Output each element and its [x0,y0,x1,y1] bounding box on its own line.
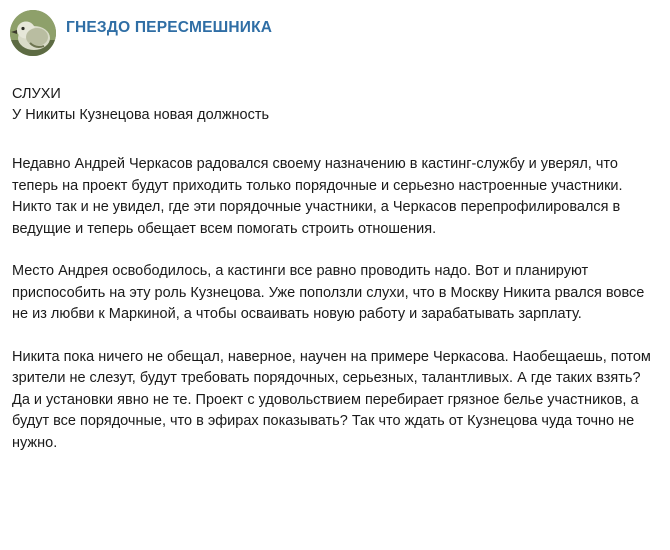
post-header [10,10,656,58]
post-paragraph-1: Недавно Андрей Черкасов радовался своему назначению в кастинг-службу и уверял, что теперь на проект будут приходить только порядочные и серьезно настроенные участники. Никто так и не увидел, где эти порядочные участники, а Черкасов перепрофилировался в ведущие и теперь обещает всем помогать строить отношения. [12,156,623,237]
channel-title[interactable]: ГНЕЗДО ПЕРЕСМЕШНИКА [66,19,273,36]
post-label: СЛУХИ [12,86,61,102]
post-paragraph-3: Никита пока ничего не обещал, наверное, научен на примере Черкасова. Наобещаешь, потом зрители не слезут, будут требовать порядочных, серьезных, талантливых. А где таких взять? Да и установки явно не те. Проект с удовольствием перебирает грязное белье участников, а будут все порядочные, что в эфирах показывать? Так что ждать от Кузнецова чуда точно не нужно. [12,348,651,451]
post-subject: У Никиты Кузнецова новая должность [12,107,270,123]
post-lead [12,84,656,126]
avatar[interactable] [10,10,56,56]
post-body [10,58,656,454]
post-paragraph-2: Место Андрея освободилось, а кастинги все равно проводить надо. Вот и планируют приспособить на эту роль Кузнецова. Уже поползли слухи, что в Москву Никита рвался вовсе не из любви к Маркиной, а чтобы осваивать новую работу и зарабатывать зарплату. [12,263,645,322]
bird-avatar-icon [10,10,56,56]
